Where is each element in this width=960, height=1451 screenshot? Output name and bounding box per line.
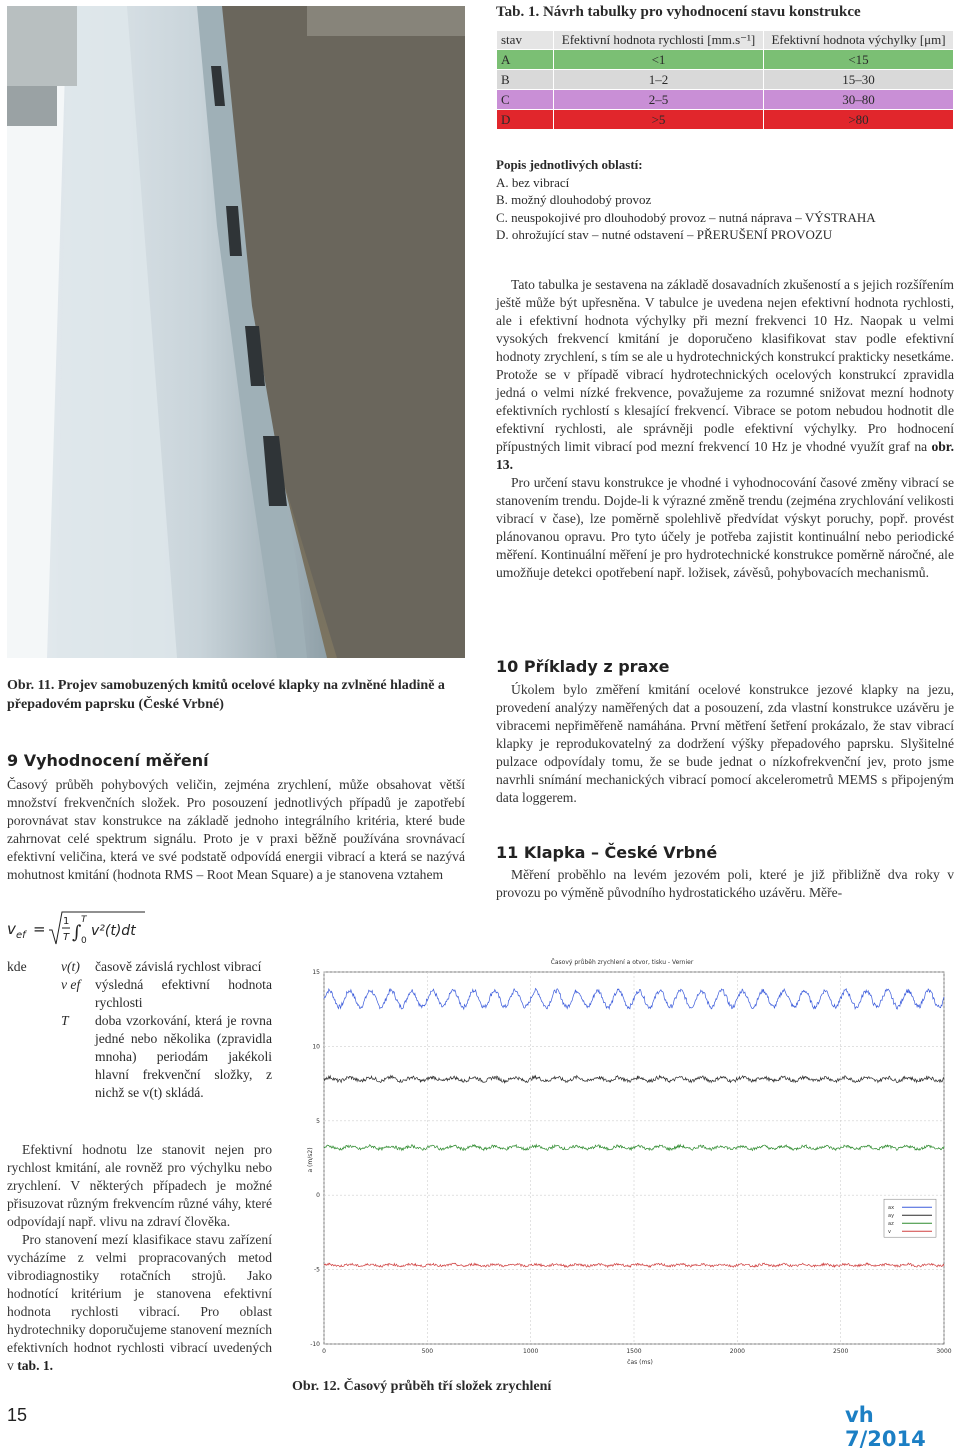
- x-tick-label: 500: [421, 1348, 434, 1355]
- legend-title: Popis jednotlivých oblastí:: [496, 157, 643, 172]
- table-header-row: [497, 31, 954, 50]
- formula-lhs: v: [7, 920, 16, 938]
- table-row: [497, 110, 954, 130]
- table-reference: tab. 1.: [17, 1358, 54, 1373]
- x-tick-label: 2500: [833, 1348, 849, 1355]
- header-vychylka: Efektivní hodnota výchylky [μm]: [764, 31, 954, 50]
- page-number: 15: [7, 1405, 28, 1425]
- legend-label: az: [888, 1221, 894, 1228]
- legend-label: ay: [888, 1213, 895, 1220]
- formula-int-upper: T: [81, 915, 87, 925]
- cell-rychlost: >5: [554, 110, 764, 130]
- cell-stav: B: [497, 70, 554, 90]
- formula-int-lower: 0: [81, 936, 87, 946]
- cell-vychylka: 30–80: [764, 90, 954, 110]
- table-title: Tab. 1. Návrh tabulky pro vyhodnocení stavu konstrukce: [496, 4, 861, 20]
- cell-vychylka: <15: [764, 50, 954, 70]
- vibration-table: [496, 30, 954, 130]
- x-tick-label: 1000: [523, 1348, 539, 1355]
- legend-item-d: D. ohrožující stav – nutné odstavení – PŘERUŠENÍ PROVOZU: [496, 227, 833, 242]
- table-row: [497, 70, 954, 90]
- definition-symbol: v(t): [61, 959, 80, 974]
- figure-13-reference: obr. 13.: [496, 439, 954, 472]
- x-tick-label: 2000: [729, 1348, 745, 1355]
- chart-title: Časový průběh zrychlení a otvor, tisku - Vernier: [550, 959, 694, 966]
- x-tick-label: 1500: [626, 1348, 642, 1355]
- acceleration-chart-svg: [290, 950, 954, 1370]
- legend-item-c: C. neuspokojivé pro dlouhodobý provoz – nutná náprava – VÝSTRAHA: [496, 209, 876, 225]
- definition-row: [7, 958, 272, 976]
- cell-stav: D: [497, 110, 554, 130]
- x-tick-label: 3000: [936, 1348, 952, 1355]
- chart-xlabel: čas (ms): [627, 1359, 653, 1366]
- left-paragraph-2: [7, 1231, 272, 1375]
- figure-11-text: Projev samobuzených kmitů ocelové klapky na zvlněné hladině a přepadovém paprsku (České Vrbné): [7, 678, 445, 712]
- y-tick-label: 15: [312, 969, 320, 976]
- cell-rychlost: 2–5: [554, 90, 764, 110]
- y-tick-label: 0: [316, 1192, 320, 1200]
- svg-text:∫: ∫: [72, 922, 82, 943]
- formula-integrand: v²(t)dt: [91, 923, 136, 939]
- left-column-paragraphs: [7, 1141, 272, 1375]
- right-paragraph-2: Pro určení stavu konstrukce je vhodné i vyhodnocování časové změny vibrací se stanovením trendu. Dojde-li k výrazné změně trendu (zejména zrychlování velikosti vibrací v čase), lze poměrně spolehlivě předvídat výskyt poruchy, popř. provést plánovanou opravu. Pro tyto účely je potřeba zajistit kontinuální nebo periodické měření. Kontinuální měření je pro hydrotechnické konstrukce poměrně náročné, ale umožňuje detekci opotřebení např. ložisek, závěsů, pohybovacích mechanismů.: [496, 475, 954, 580]
- definition-kde: kde: [7, 959, 27, 974]
- definitions-list: [7, 958, 272, 1102]
- figure-11-label: Obr. 11.: [7, 678, 55, 693]
- left-paragraph-1: Efektivní hodnotu lze stanovit nejen pro rychlost kmitání, ale rovněž pro výchylku nebo zrychlení. V některých případech je možné přisuzovat různým frekvencím různé váhy, které odpovídají např. vlivu na zdraví člověka.: [7, 1142, 272, 1229]
- definition-row: [7, 1012, 272, 1102]
- definition-symbol: T: [61, 1013, 69, 1028]
- figure-12-caption: Obr. 12. Časový průběh tří složek zrychlení: [292, 1379, 552, 1394]
- definition-row: [7, 976, 272, 1012]
- header-stav: stav: [497, 31, 554, 50]
- section-11-heading: 11 Klapka – České Vrbné: [496, 843, 718, 862]
- figure-11-caption: [7, 676, 465, 714]
- cell-stav: C: [497, 90, 554, 110]
- definition-text: doba vzorkování, která je rovna jedné nebo několika (zpravidla mnoha) periodám jakékoli hlavní frekvenční složky, z nichž se v(t) skládá.: [95, 1013, 272, 1100]
- table-row: [497, 90, 954, 110]
- cell-vychylka: 15–30: [764, 70, 954, 90]
- y-tick-label: 5: [316, 1117, 320, 1125]
- legend-label: v: [888, 1229, 891, 1236]
- cell-rychlost: 1–2: [554, 70, 764, 90]
- left-paragraph-2-text: Pro stanovení mezí klasifikace stavu zařízení vycházíme z velmi propracovaných metod vibrodiagnostiky rotačních strojů. Jako hodnotící kritérium je stanovena efektivní hodnota rychlosti vibrací. Pro oblast hydrotechniky doporučujeme stanovení mezních efektivních hodnot rychlosti vibrací uvedených v: [7, 1232, 272, 1373]
- cell-vychylka: >80: [764, 110, 954, 130]
- formula-den: T: [63, 932, 70, 943]
- legend-item-b: B. možný dlouhodobý provoz: [496, 192, 652, 207]
- section-9-heading: 9 Vyhodnocení měření: [7, 751, 209, 770]
- formula-num: 1: [63, 916, 70, 927]
- section-10-text: Úkolem bylo změření kmitání ocelové konstrukce jezové klapky na jezu, provedení analýzy naměřených dat a posouzení, zda vlastní konstrukce uzávěru je vibracemi nepřiměřeně namáhána. První mětření šetření prokázalo, že stav vibrací klapky je reprodukovatelný za dodržení výšky přepadového paprsku. Slyšitelné pulzace odpovídaly tomu, že se bude jednat o nízkofrekvenční jev, proto jsme navrhli snímání mechanických vibrací pomocí akcelerometrů MEMS s připojeným data loggerem.: [496, 682, 954, 805]
- x-tick-label: 0: [322, 1348, 326, 1355]
- dam-flap-photo: [7, 6, 465, 658]
- chart-ylabel: a (m/s2): [307, 1147, 314, 1173]
- rms-formula: [7, 908, 147, 948]
- definition-text: výsledná efektivní hodnota rychlosti: [95, 977, 272, 1010]
- cell-rychlost: <1: [554, 50, 764, 70]
- table-row: [497, 50, 954, 70]
- rms-formula-graphic: [7, 908, 147, 948]
- header-rychlost: Efektivní hodnota rychlosti [mm.s⁻¹]: [554, 31, 764, 50]
- definition-symbol: v ef: [61, 977, 81, 992]
- section-11-text: Měření proběhlo na levém jezovém poli, které je již přibližně dva roky v provozu po výměně původního hydrostatického uzávěru. Měře-: [496, 867, 954, 900]
- journal-issue: vh 7/2014: [845, 1403, 926, 1451]
- right-column-paragraphs: [496, 276, 954, 582]
- legend-item-a: A. bez vibrací: [496, 174, 570, 190]
- formula-lhs-sub: ef: [16, 930, 26, 941]
- section-10-heading: 10 Příklady z praxe: [496, 657, 670, 676]
- legend-label: ax: [888, 1205, 895, 1212]
- y-tick-label: -10: [310, 1341, 320, 1348]
- cell-stav: A: [497, 50, 554, 70]
- right-paragraph-1: [496, 276, 954, 474]
- formula-eq: =: [33, 920, 46, 938]
- definition-text: časově závislá rychlost vibrací: [95, 959, 262, 974]
- right-paragraph-1-text: Tato tabulka je sestavena na základě dosavadních zkušeností a s jejich rozšířením ještě může být upřesněna. V tabulce je uvedena nejen efektivní hodnota rychlosti, ale i efektivní hodnota výchylky při mezní frekvenci 10 Hz. Naopak u velmi vysokých frekvencí kmitání je doporučeno klasifikovat stav podle efektivní hodnoty zrychlení, s tím se ale u hydrotechnických konstrukcí prakticky nesetkáme. Protože se v případě vibrací hydrotechnických ocelových konstrukcí zpravidla jedná o velmi nízké frekvence, považujeme za rozumné snižovat mezní hodnoty efektivních rychlostí s klesající frekvencí. Vibrace se potom nebudou hodnotit dle efektivní rychlosti, ale správněji podle efektivní výchylky. Pro hodnocení přípustných limit vibrací pod mezní frekvencí 10 Hz je vhodné využít graf na: [496, 277, 954, 454]
- dam-photo-graphic: [7, 6, 465, 658]
- y-tick-label: -5: [314, 1266, 320, 1274]
- section-9-text: Časový průběh pohybových veličin, zejména zrychlení, může obsahovat větší množství frekvenčních složek. Pro posouzení jednotlivých případů je zapotřebí porovnávat stav konstrukce na základě jednoho integrálního kritéria, které bude zahrnovat celé spektrum signálu. Proto je v praxi běžně používána srovnávací efektivní veličina, která ve své podstatě odpovídá energii vibrací a která se nazývá mohutnost kmitání (hodnota RMS – Root Mean Square) a je stanovena vztahem: [7, 777, 465, 882]
- table-legend: [496, 156, 876, 244]
- acceleration-chart: [290, 950, 954, 1370]
- y-tick-label: 10: [312, 1043, 320, 1051]
